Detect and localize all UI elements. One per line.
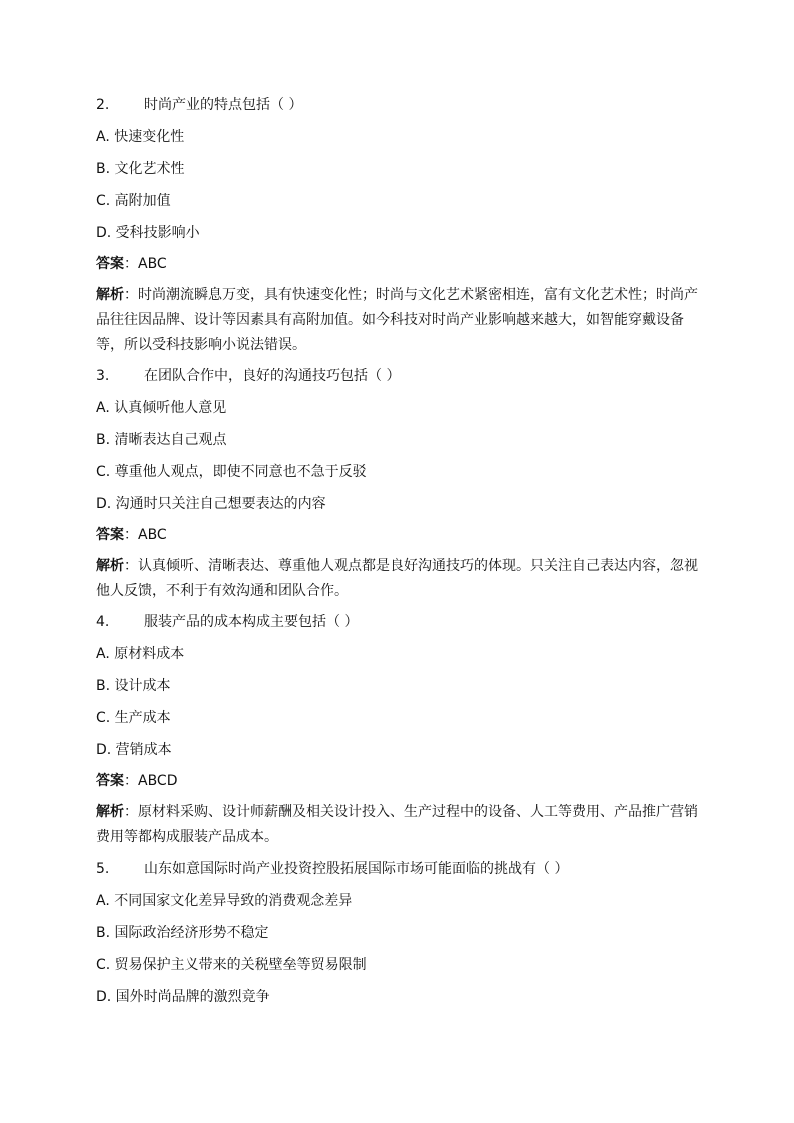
option-c: C. 生产成本 — [96, 710, 171, 726]
question-stem — [96, 859, 568, 879]
analysis-label: 解析 — [96, 287, 124, 303]
option-a: A. 快速变化性 — [96, 129, 185, 145]
option-c: C. 高附加值 — [96, 193, 171, 209]
option-b: B. 文化艺术性 — [96, 161, 185, 177]
answer-separator: ： — [124, 773, 138, 789]
option-c: C. 贸易保护主义带来的关税壁垒等贸易限制 — [96, 957, 367, 973]
question-text: 在团队合作中，良好的沟通技巧包括（ ） — [144, 368, 401, 384]
option-a: A. 原材料成本 — [96, 646, 185, 662]
analysis-label: 解析 — [96, 558, 124, 574]
analysis-separator: ： — [124, 804, 138, 820]
option-d: D. 国外时尚品牌的激烈竞争 — [96, 989, 270, 1005]
question-text: 时尚产业的特点包括（ ） — [144, 97, 303, 113]
question-text: 山东如意国际时尚产业投资控股拓展国际市场可能面临的挑战有（ ） — [144, 861, 569, 877]
option-d: D. 营销成本 — [96, 742, 172, 758]
option-c: C. 尊重他人观点，即使不同意也不急于反驳 — [96, 464, 367, 480]
analysis-text: 时尚潮流瞬息万变，具有快速变化性；时尚与文化艺术紧密相连，富有文化艺术性；时尚产品往往因品牌、设计等因素具有高附加值。如今科技对时尚产业影响越来越大，如智能穿戴设备等，所以受科技影响小说法错误。 — [96, 287, 698, 353]
option-a: A. 不同国家文化差异导致的消费观念差异 — [96, 893, 353, 909]
answer-label: 答案 — [96, 527, 124, 543]
analysis-text: 原材料采购、设计师薪酬及相关设计投入、生产过程中的设备、人工等费用、产品推广营销费用等都构成服装产品成本。 — [96, 804, 698, 845]
answer-line — [96, 771, 178, 791]
analysis-label: 解析 — [96, 804, 124, 820]
answer-value: ABC — [138, 527, 167, 543]
answer-line — [96, 254, 167, 274]
answer-label: 答案 — [96, 256, 124, 272]
option-b: B. 清晰表达自己观点 — [96, 432, 227, 448]
answer-separator: ： — [124, 527, 138, 543]
question-number: 5. — [96, 861, 110, 877]
answer-value: ABC — [138, 256, 167, 272]
option-a: A. 认真倾听他人意见 — [96, 400, 227, 416]
analysis-paragraph — [96, 800, 706, 850]
analysis-text: 认真倾听、清晰表达、尊重他人观点都是良好沟通技巧的体现。只关注自己表达内容，忽视他人反馈，不利于有效沟通和团队合作。 — [96, 558, 698, 599]
question-number: 4. — [96, 614, 110, 630]
answer-separator: ： — [124, 256, 138, 272]
analysis-separator: ： — [124, 558, 138, 574]
option-b: B. 国际政治经济形势不稳定 — [96, 925, 269, 941]
question-text: 服装产品的成本构成主要包括（ ） — [144, 614, 359, 630]
analysis-paragraph — [96, 554, 706, 604]
option-d: D. 沟通时只关注自己想要表达的内容 — [96, 496, 326, 512]
option-b: B. 设计成本 — [96, 678, 171, 694]
option-d: D. 受科技影响小 — [96, 225, 200, 241]
analysis-separator: ： — [124, 287, 138, 303]
question-number: 2. — [96, 97, 110, 113]
question-stem — [96, 612, 358, 632]
answer-value: ABCD — [138, 773, 178, 789]
question-stem — [96, 366, 400, 386]
answer-line — [96, 525, 167, 545]
analysis-paragraph — [96, 283, 706, 358]
answer-label: 答案 — [96, 773, 124, 789]
question-stem — [96, 95, 302, 115]
question-number: 3. — [96, 368, 110, 384]
